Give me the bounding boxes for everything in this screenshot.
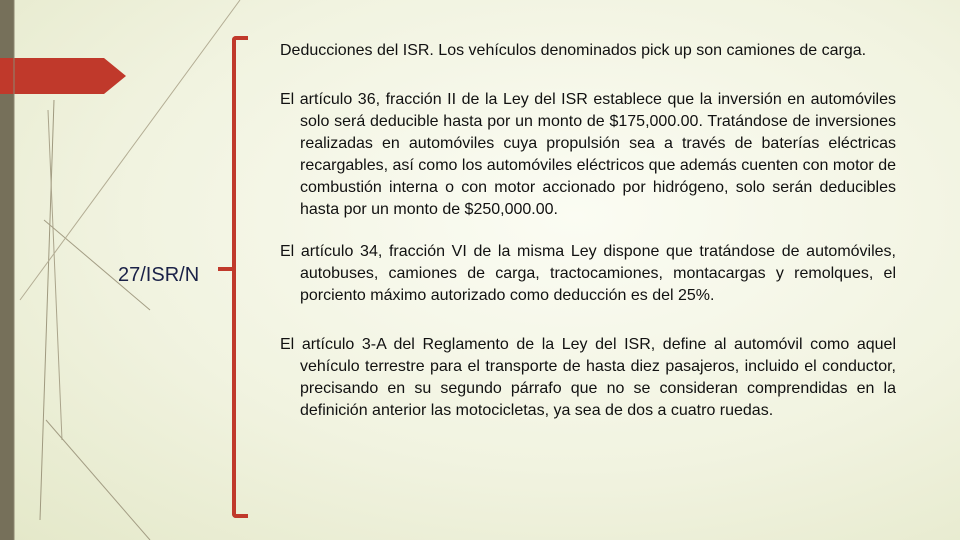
paragraph-article-36: El artículo 36, fracción II de la Ley del ISR establece que la inversión en automóviles solo será deducible hasta por un monto de $175,000.00. Tratándose de inversiones realizadas en automóviles cuya propulsión sea a través de baterías eléctricas recargables, así como los automóviles eléctricos que además cuenten con motor de combustión interna o con motor accionado por hidrógeno, solo serán deducibles hasta por un monto de $250,000.00. xyxy=(280,91,896,218)
red-arrow-shape xyxy=(0,58,126,94)
paragraph-heading: Deducciones del ISR. Los vehículos denominados pick up son camiones de carga. xyxy=(280,42,867,59)
paragraph-article-34: El artículo 34, fracción VI de la misma Ley dispone que tratándose de automóviles, autobuses, camiones de carga, tractocamiones, montacargas y remolques, el porciento máximo autorizado como deducción es del 25%. xyxy=(280,243,896,304)
content-block xyxy=(280,40,896,422)
bracket-tick xyxy=(218,267,234,271)
red-bracket xyxy=(232,36,248,518)
paragraph-article-3a: El artículo 3-A del Reglamento de la Ley del ISR, define al automóvil como aquel vehículo terrestre para el transporte de hasta diez pasajeros, incluido el conductor, precisando en su segundo párrafo que no se consideran comprendidas en la definición anterior las motocicletas, ya sea de dos a cuatro ruedas. xyxy=(280,336,896,419)
reference-label: 27/ISR/N xyxy=(118,264,200,286)
